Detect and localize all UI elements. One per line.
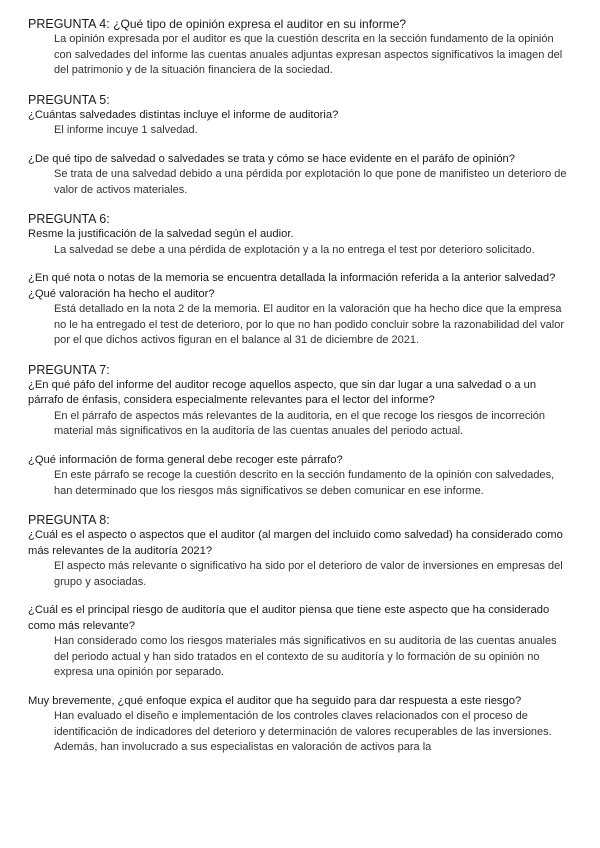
pregunta-5-answer-2: Se trata de una salvedad debido a una pérdida por explotación lo que pone de manifisteo un deterioro de valor de activos materiales. (54, 168, 567, 196)
pregunta-5-answer-1: El informe incuye 1 salvedad. (54, 124, 198, 136)
pregunta-4-answer: La opinión expresada por el auditor es que la cuestión descrita en la sección fundamento de la opinión con salvedades del informe las cuentas anuales adjuntas expresan aspectos significativos la imagen del del patrimonio y de la situación financiera de la sociedad. (54, 33, 563, 76)
pregunta-8-answer-1: El aspecto más relevante o significativo ha sido por el deterioro de valor de inversiones en empresas del grupo y asociadas. (54, 560, 563, 588)
pregunta-8-question-3: Muy brevemente, ¿qué enfoque expica el auditor que ha seguido para dar respuesta a este riesgo? (28, 694, 522, 707)
pregunta-7-question-2: ¿Qué información de forma general debe recoger este párrafo? (28, 453, 343, 466)
pregunta-8-question-2: ¿Cuál es el principal riesgo de auditoría que el auditor piensa que tiene este aspecto que ha considerado como más relevante? (28, 604, 550, 632)
pregunta-8-answer-3: Han evaluado el diseño e implementación de los controles claves relacionados con el proceso de identificación de indicadores del deterioro y determinación de valores recuperables de las inversiones. Además, han involucrado a sus especialistas en valoración de activos para la (54, 710, 552, 753)
pregunta-6-question-1: Resme la justificación de la salvedad según el audior. (28, 228, 294, 240)
pregunta-4-heading (28, 16, 572, 32)
pregunta-4-label: PREGUNTA 4: (28, 17, 110, 31)
pregunta-8-answer-2: Han considerado como los riesgos materiales más significativos en su auditoria de las cuentas anuales del periodo actual y han sido tratados en el contexto de su auditoría y lo formación de su opinión no expresa una opinión por separado. (54, 635, 557, 678)
pregunta-8-heading: PREGUNTA 8: (28, 513, 110, 527)
pregunta-7-heading: PREGUNTA 7: (28, 362, 110, 377)
pregunta-7-answer-1: En el párrafo de aspectos más relevantes de la auditoria, en el que recoge los riesgos de incorreción material más significativos en la auditoria de las cuentas anuales del periodo actual. (54, 409, 546, 437)
pregunta-4-question: ¿Qué tipo de opinión expresa el auditor en su informe? (113, 17, 407, 31)
pregunta-5-question-1: ¿Cuántas salvedades distintas incluye el informe de auditoria? (28, 108, 339, 121)
pregunta-6-answer-1: La salvedad se debe a una pérdida de explotación y a la no entrega el test por deterioro solicitado. (54, 243, 535, 256)
pregunta-8-question-1: ¿Cuál es el aspecto o aspectos que el auditor (al margen del incluido como salvedad) ha considerado como más relevantes de la auditoría 2021? (28, 529, 563, 557)
pregunta-6-question-2: ¿En qué nota o notas de la memoria se encuentra detallada la información referida a la anterior salvedad? ¿Qué valoración ha hecho el auditor? (28, 272, 556, 300)
pregunta-6-heading: PREGUNTA 6: (28, 212, 110, 226)
pregunta-7-question-1: ¿En qué páfo del informe del auditor recoge aquellos aspecto, que sin dar lugar a una salvedad o a un párrafo de énfasis, considera especialmente relevantes para el lector del informe? (28, 378, 537, 406)
pregunta-5-heading: PREGUNTA 5: (28, 92, 110, 107)
pregunta-6-answer-2: Está detallado en la nota 2 de la memoria. El auditor en la valoración que ha hecho dice que la empresa no le ha entregado el test de deterioro, por lo que no han podido concluir sobre la razonabilidad del valor por el que dichos activos figuran en el balance al 31 de diciembre de 2021. (54, 303, 565, 346)
pregunta-5-question-2: ¿De qué tipo de salvedad o salvedades se trata y cómo se hace evidente en el paráfo de opinión? (28, 152, 515, 165)
pregunta-7-answer-2: En este párrafo se recoge la cuestión descrito en la sección fundamento de la opinión con salvedades, han determinado que los riesgos más significativos se deben comunicar en ese informe. (54, 469, 555, 497)
